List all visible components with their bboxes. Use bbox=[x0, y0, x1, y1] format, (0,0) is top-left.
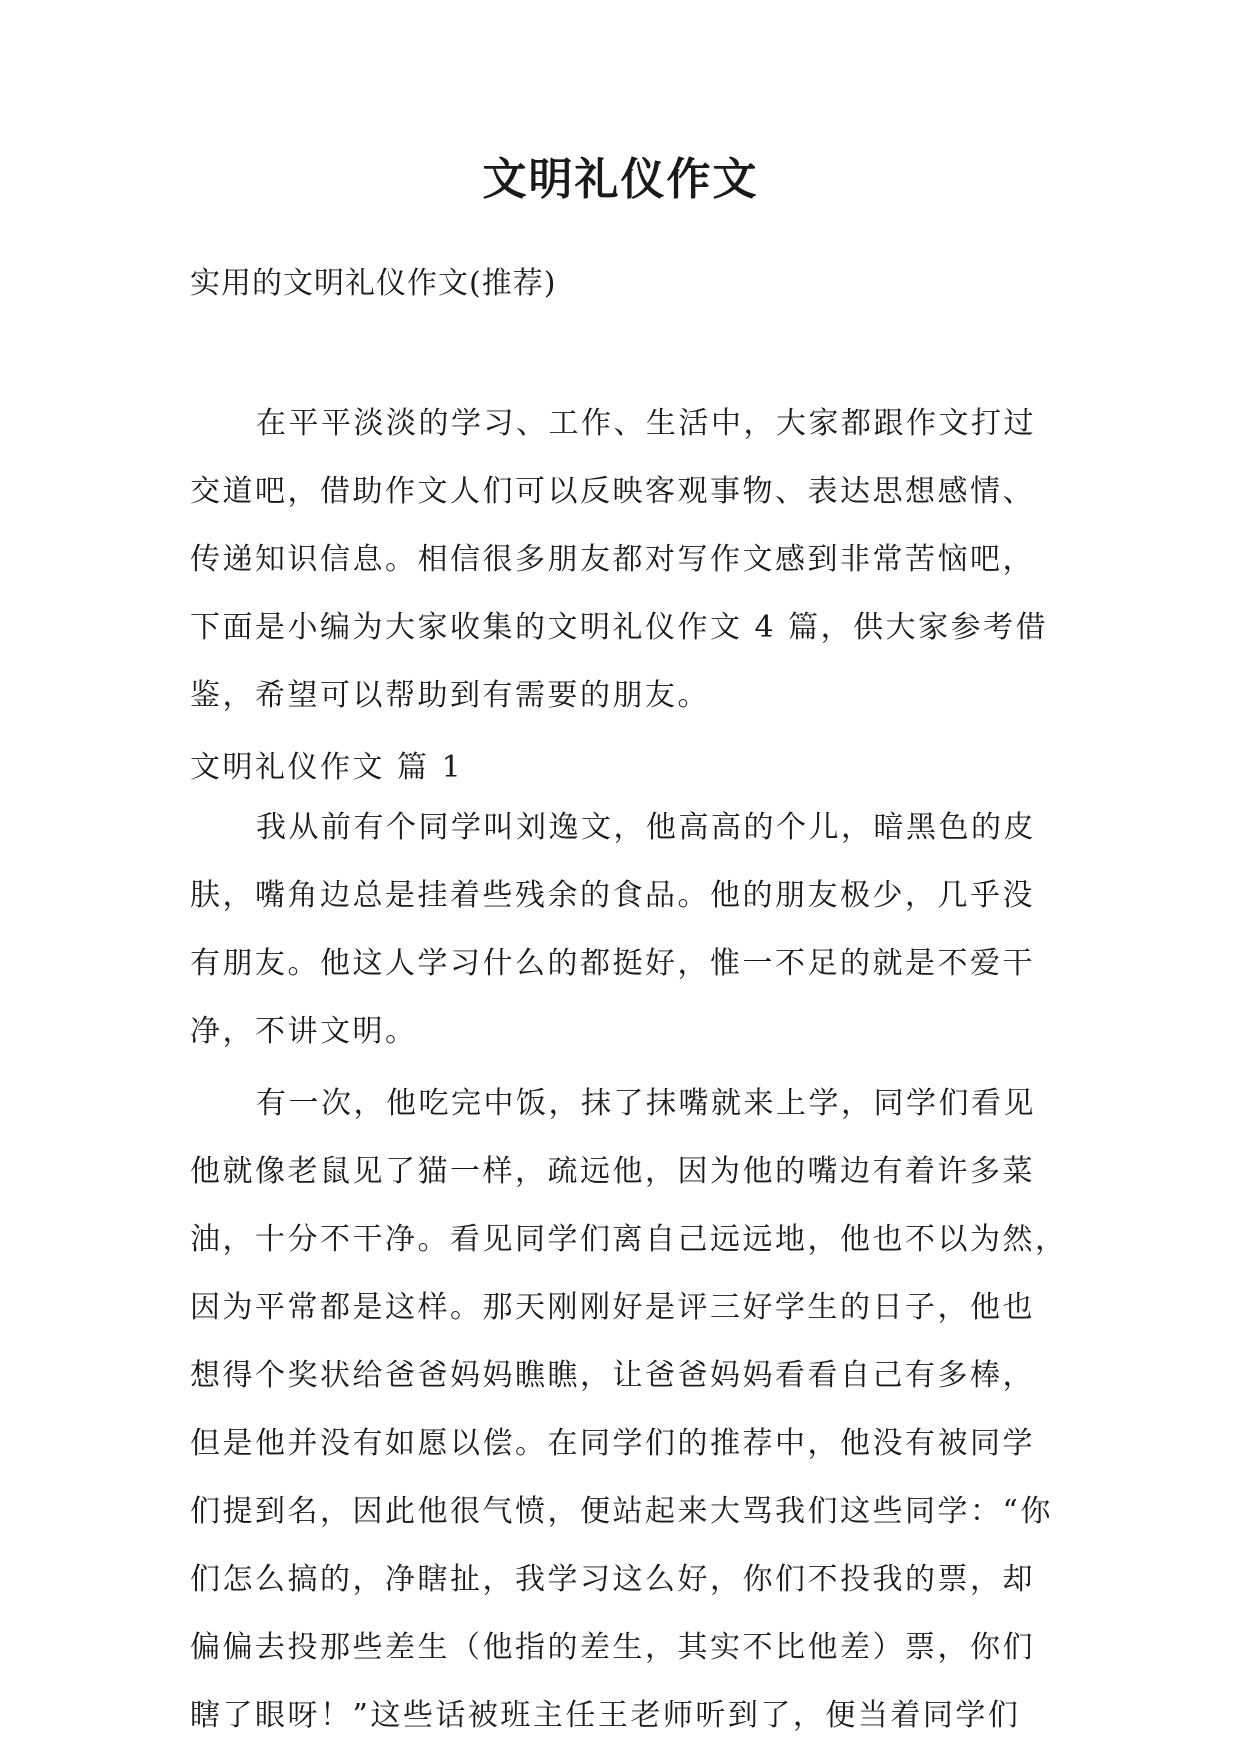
paragraph-line: 我从前有个同学叫刘逸文，他高高的个儿，暗黑色的皮 bbox=[256, 810, 1036, 845]
paragraph-line: 们提到名，因此他很气愤，便站起来大骂我们这些同学：“你 bbox=[190, 1494, 1053, 1529]
paragraph-line: 他就像老鼠见了猫一样，疏远他，因为他的嘴边有着许多菜 bbox=[190, 1154, 1035, 1189]
paragraph-line: 们怎么搞的，净瞎扯，我学习这么好，你们不投我的票，却 bbox=[190, 1562, 1035, 1597]
paragraph-line: 下面是小编为大家收集的文明礼仪作文 4 篇，供大家参考借 bbox=[190, 610, 1049, 645]
paragraph-line: 鉴，希望可以帮助到有需要的朋友。 bbox=[190, 678, 710, 713]
paragraph-line: 净，不讲文明。 bbox=[190, 1014, 418, 1049]
document-title: 文明礼仪作文 bbox=[482, 154, 759, 205]
paragraph-line: 在平平淡淡的学习、工作、生活中，大家都跟作文打过 bbox=[256, 406, 1036, 441]
paragraph-line: 交道吧，借助作文人们可以反映客观事物、表达思想感情、 bbox=[190, 474, 1035, 509]
paragraph-line: 肤，嘴角边总是挂着些残余的食品。他的朋友极少，几乎没 bbox=[190, 878, 1035, 913]
paragraph-line: 油，十分不干净。看见同学们离自己远远地，他也不以为然， bbox=[190, 1222, 1068, 1257]
paragraph-line: 传递知识信息。相信很多朋友都对写作文感到非常苦恼吧， bbox=[190, 542, 1035, 577]
paragraph-line: 瞎了眼呀！”这些话被班主任王老师听到了，便当着同学们 bbox=[190, 1698, 1021, 1733]
paragraph-line: 因为平常都是这样。那天刚刚好是评三好学生的日子，他也 bbox=[190, 1290, 1035, 1325]
paragraph-line: 偏偏去投那些差生（他指的差生，其实不比他差）票，你们 bbox=[190, 1630, 1035, 1665]
paragraph-line: 有一次，他吃完中饭，抹了抹嘴就来上学，同学们看见 bbox=[256, 1086, 1036, 1121]
paragraph-line: 但是他并没有如愿以偿。在同学们的推荐中，他没有被同学 bbox=[190, 1426, 1035, 1461]
paragraph-line: 有朋友。他这人学习什么的都挺好，惟一不足的就是不爱干 bbox=[190, 946, 1035, 981]
paragraph-line: 想得个奖状给爸爸妈妈瞧瞧，让爸爸妈妈看看自己有多棒， bbox=[190, 1358, 1035, 1393]
document-body bbox=[190, 402, 1068, 1762]
section-heading: 文明礼仪作文 篇 1 bbox=[190, 750, 464, 785]
document-subtitle: 实用的文明礼仪作文(推荐) bbox=[190, 266, 557, 301]
